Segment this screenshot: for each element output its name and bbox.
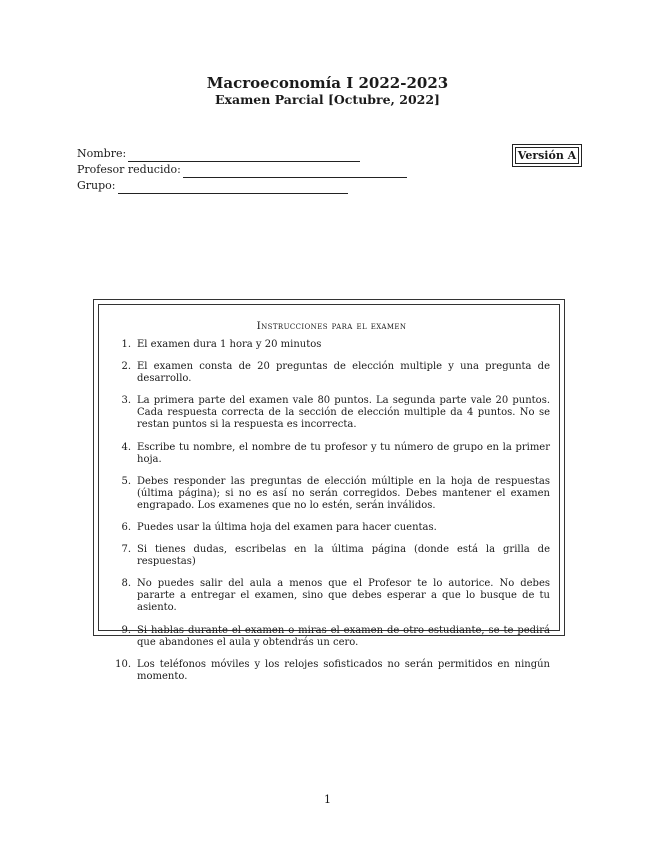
list-item [113,395,550,431]
instructions-list [113,339,550,683]
version-box [512,144,582,167]
professor-field [77,162,407,178]
item-text: La primera parte del examen vale 80 puntos. La segunda parte vale 20 puntos. Cada respuesta correcta de la sección de elección multiple da 4 puntos. No se restan puntos si la respuesta es incorrecta. [137,395,550,431]
professor-label: Profesor reducido: [77,163,181,176]
item-text: Puedes usar la última hoja del examen para hacer cuentas. [137,521,437,533]
instructions-heading: Instrucciones para el examen [256,320,407,332]
professor-blank-line [183,165,407,178]
name-label: Nombre: [77,147,127,160]
item-number: 5. [121,475,131,487]
name-blank-line [128,149,360,162]
item-text: Los teléfonos móviles y los relojes sofisticados no serán permitidos en ningún momento. [137,658,550,682]
instructions-inner-frame [98,304,560,682]
item-number: 8. [121,578,131,590]
item-number: 3. [121,395,131,407]
instructions-box [93,299,565,682]
list-item [113,522,550,534]
list-item [113,442,550,466]
item-number: 4. [121,441,131,453]
item-text: El examen consta de 20 preguntas de elección multiple y una pregunta de desarrollo. [137,361,550,385]
item-number: 6. [121,521,131,533]
item-number: 1. [121,339,131,350]
version-label: Versión A [515,147,579,164]
list-item [113,476,550,512]
item-text: Escribe tu nombre, el nombre de tu profesor y tu número de grupo en la primer hoja. [137,441,550,465]
item-text: No puedes salir del aula a menos que el Profesor te lo autorice. No debes pararte a entregar el examen, sino que debes esperar a que lo busque de tu asiento. [137,578,550,614]
list-item [113,544,550,568]
student-fields [77,146,407,194]
exam-title: Macroeconomía I 2022-2023 [206,74,449,92]
list-item [113,578,550,614]
list-item [113,625,550,649]
exam-subtitle: Examen Parcial [Octubre, 2022] [215,92,440,107]
group-blank-line [118,181,348,194]
list-item [113,659,550,683]
page-number: 1 [324,793,331,806]
item-number: 2. [121,361,131,373]
group-field [77,178,407,194]
title-block [0,74,655,108]
list-item [113,361,550,385]
name-field [77,146,407,162]
item-text: Debes responder las preguntas de elección múltiple en la hoja de respuestas (última página); si no es así no serán corregidos. Debes mantener el examen engrapado. Los examenes que no lo estén, serán inválidos. [137,475,550,511]
item-number: 7. [121,544,131,556]
group-label: Grupo: [77,179,116,192]
list-item [113,339,550,351]
item-text: Si tienes dudas, escribelas en la última página (donde está la grilla de respuestas) [137,544,550,568]
item-number: 10. [115,658,131,670]
item-text: El examen dura 1 hora y 20 minutos [137,339,322,350]
item-number: 9. [121,624,131,636]
item-text: Si hablas durante el examen o miras el examen de otro estudiante, se te pedirá que abandones el aula y obtendrás un cero. [137,624,550,648]
